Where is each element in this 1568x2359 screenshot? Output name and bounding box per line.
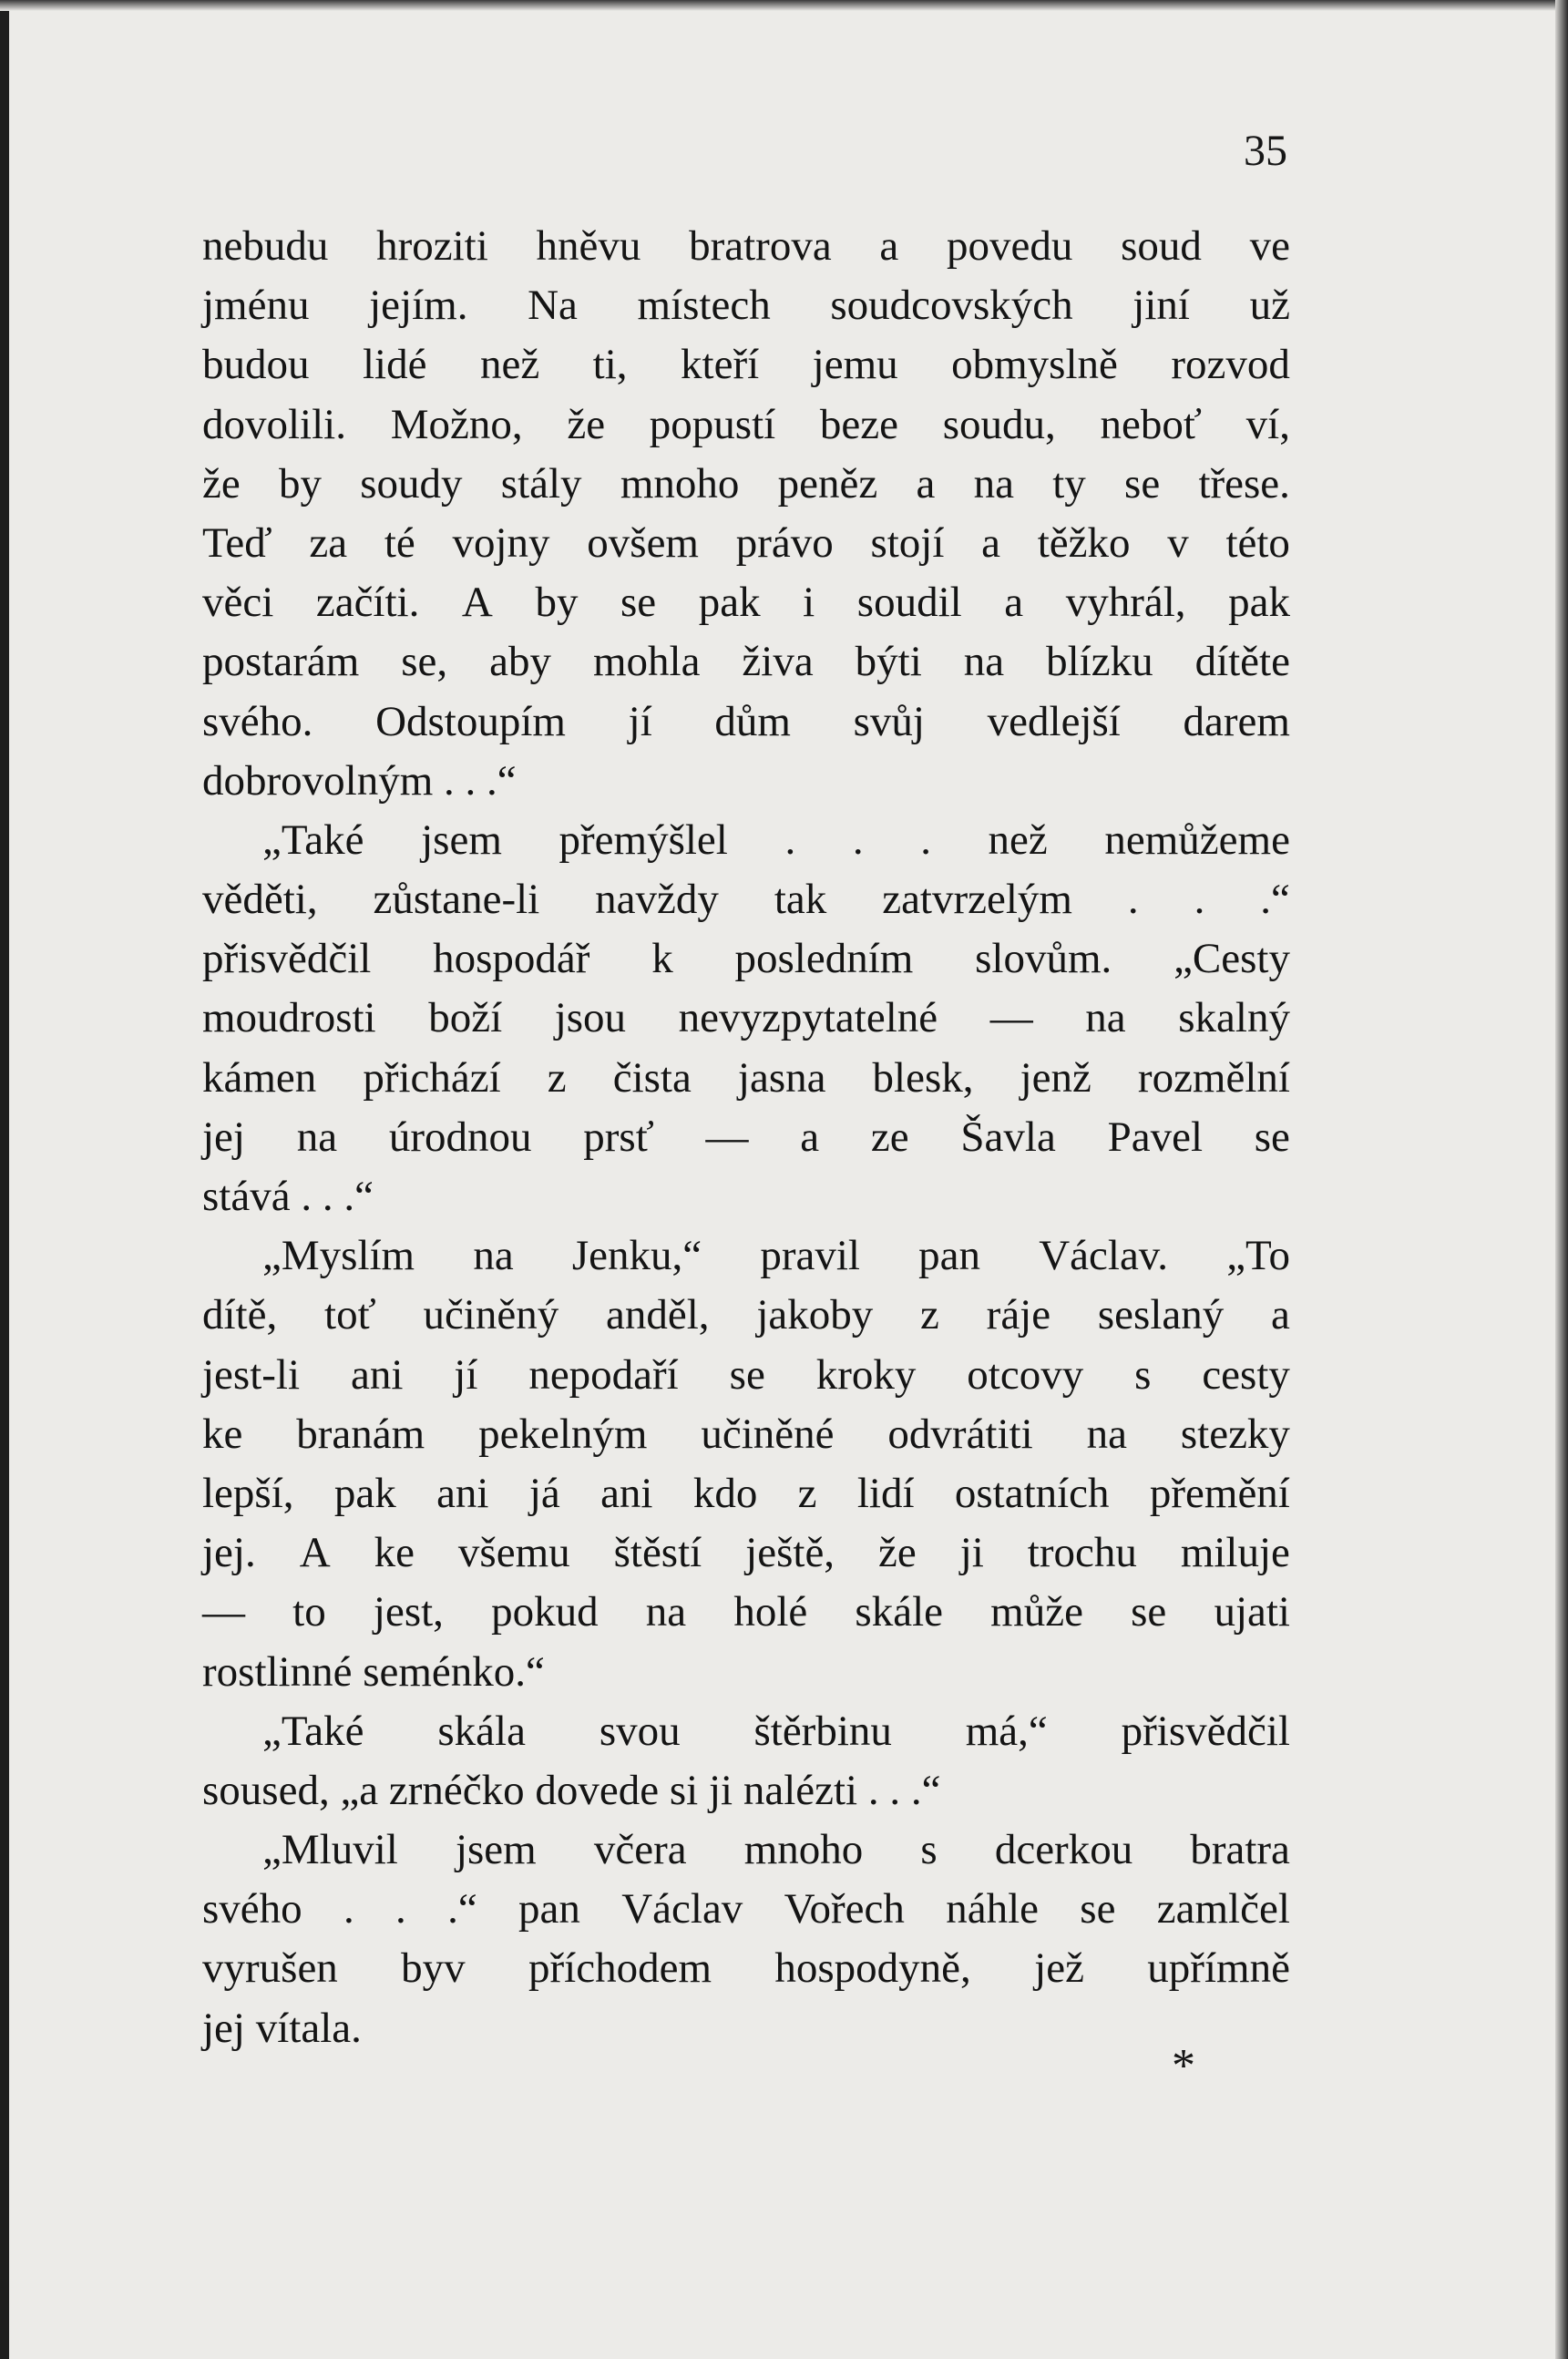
word: přichází (363, 1053, 501, 1102)
word: bratra (1190, 1826, 1290, 1874)
word: se (1080, 1885, 1116, 1933)
text-line: soused, „a zrnéčko dovede si ji nalézti . . .“ (202, 1766, 941, 1814)
text-line (202, 1939, 1290, 1998)
word: se (729, 1350, 765, 1399)
body-text (202, 217, 1290, 2058)
word: nepodaří (528, 1350, 679, 1399)
word: třese. (1198, 459, 1290, 508)
word: ani (436, 1469, 489, 1517)
word: z (920, 1291, 939, 1339)
word: a (800, 1113, 820, 1161)
word: hroziti (376, 222, 488, 270)
word: štěrbinu (753, 1707, 892, 1755)
word: s (1134, 1350, 1152, 1399)
word: to (292, 1588, 326, 1636)
word: darem (1183, 697, 1290, 745)
word: „Také (262, 1707, 364, 1755)
word: Na (528, 282, 578, 330)
word: zamlčel (1156, 1885, 1290, 1933)
text-line (202, 1346, 1290, 1405)
word: stály (500, 459, 582, 508)
word: beze (819, 400, 899, 448)
word: Jenku,“ (571, 1232, 702, 1280)
word: příchodem (528, 1944, 712, 1993)
word: ze (870, 1113, 909, 1161)
text-line (202, 811, 1290, 870)
text-line (202, 692, 1290, 752)
text-line (202, 632, 1290, 692)
word: skalný (1178, 994, 1290, 1042)
word: věděti, (202, 876, 318, 924)
text-line (202, 1405, 1290, 1464)
text-line (202, 217, 1290, 276)
word: navždy (595, 876, 719, 924)
word: čista (612, 1053, 692, 1102)
word: tak (774, 876, 827, 924)
word: slovům. (975, 935, 1112, 983)
word: a (916, 459, 936, 508)
text-line (202, 1049, 1290, 1108)
word: blízku (1046, 638, 1153, 686)
word: z (547, 1053, 567, 1102)
word: zatvrzelým (882, 876, 1072, 924)
text-line (202, 1583, 1290, 1642)
word: hospodyně, (774, 1944, 971, 1993)
word: — (202, 1588, 245, 1636)
word: já (528, 1469, 560, 1517)
word: . (343, 1885, 354, 1933)
text-line (202, 514, 1290, 573)
text-line (202, 1464, 1290, 1523)
word: svůj (853, 697, 925, 745)
word: se, (401, 638, 448, 686)
word: než (479, 341, 540, 389)
word: skále (855, 1588, 943, 1636)
text-line: stává . . .“ (202, 1173, 374, 1220)
word: mohla (592, 638, 701, 686)
word: na (296, 1113, 338, 1161)
word: trochu (1027, 1529, 1137, 1577)
word: miluje (1180, 1529, 1290, 1577)
word: na (1085, 994, 1126, 1042)
paragraph (202, 811, 1290, 1226)
word: rozvod (1171, 341, 1290, 389)
word: že (567, 400, 606, 448)
word: přemýšlel (559, 815, 728, 864)
word: těžko (1037, 518, 1131, 567)
word: Teď (202, 518, 272, 567)
word: přisvědčil (1121, 1707, 1290, 1755)
word: Vořech (784, 1885, 905, 1933)
word: pak (698, 579, 761, 627)
word: aby (489, 638, 551, 686)
word: A (299, 1529, 331, 1577)
word: ke (202, 1410, 243, 1458)
word: branám (296, 1410, 425, 1458)
word: odvrátiti (887, 1410, 1033, 1458)
paragraph (202, 217, 1290, 811)
text-line (202, 276, 1290, 335)
word: na (473, 1232, 514, 1280)
text-line: rostlinné seménko.“ (202, 1647, 545, 1696)
word: seslaný (1097, 1291, 1225, 1339)
word: . (920, 815, 931, 864)
word: se (620, 579, 657, 627)
word: „Cesty (1173, 935, 1290, 983)
word: jí (628, 697, 652, 745)
word: vedlejší (987, 697, 1121, 745)
word: začíti. (315, 579, 420, 627)
word: by (535, 579, 579, 627)
word: se (1131, 1588, 1167, 1636)
paragraph (202, 1702, 1290, 1821)
word: a (981, 518, 1001, 567)
word: ráje (986, 1291, 1051, 1339)
word: štěstí (613, 1529, 702, 1577)
word: dítě, (202, 1291, 278, 1339)
word: jejím. (369, 282, 468, 330)
word: Václav. (1039, 1232, 1168, 1280)
text-line (202, 870, 1290, 929)
word: v (1167, 518, 1189, 567)
word: svou (599, 1707, 681, 1755)
word: jménu (202, 282, 310, 330)
word: lidé (362, 341, 427, 389)
word: ty (1052, 459, 1086, 508)
word: soudil (856, 579, 962, 627)
word: jiní (1132, 282, 1190, 330)
word: budou (202, 341, 310, 389)
word: s (920, 1826, 938, 1874)
word: peněz (777, 459, 878, 508)
word: na (973, 459, 1014, 508)
text-line (202, 335, 1290, 395)
word: jej. (202, 1529, 256, 1577)
word: pan (918, 1232, 981, 1280)
word: . (1127, 876, 1139, 924)
word: včera (593, 1826, 687, 1874)
word: jakoby (756, 1291, 874, 1339)
word: posledním (734, 935, 914, 983)
word: soud (1121, 222, 1202, 270)
word: by (278, 459, 322, 508)
paragraph (202, 1226, 1290, 1702)
word: upřímně (1147, 1944, 1290, 1993)
word: jenž (1020, 1053, 1091, 1102)
word: jsou (554, 994, 627, 1042)
word: mnoho (743, 1826, 864, 1874)
word: „Mluvil (262, 1826, 398, 1874)
page-right-edge (1555, 0, 1568, 2359)
word: pokud (491, 1588, 599, 1636)
word: této (1225, 518, 1290, 567)
text-line (202, 989, 1290, 1048)
word: kámen (202, 1053, 317, 1102)
word: se (1254, 1113, 1290, 1161)
paragraph (202, 1821, 1290, 2058)
word: přemění (1149, 1469, 1290, 1517)
word: jest, (373, 1588, 444, 1636)
word: Odstoupím (375, 697, 566, 745)
word: zůstane-li (373, 876, 540, 924)
word: dítěte (1194, 638, 1290, 686)
word: ví, (1245, 400, 1290, 448)
word: ani (600, 1469, 653, 1517)
page-left-edge (0, 0, 9, 2359)
word: jej (202, 1113, 245, 1161)
word: úrodnou (388, 1113, 532, 1161)
word: kdo (692, 1469, 758, 1517)
word: pak (1228, 579, 1290, 627)
word: soudu, (942, 400, 1056, 448)
word: neboť (1100, 400, 1202, 448)
word: boží (428, 994, 503, 1042)
word: moudrosti (202, 994, 376, 1042)
word: i (803, 579, 815, 627)
word: stojí (870, 518, 945, 567)
word: obmyslně (951, 341, 1118, 389)
text-line (202, 395, 1290, 455)
word: povedu (947, 222, 1073, 270)
word: náhle (946, 1885, 1039, 1933)
word: toť (324, 1291, 376, 1339)
word: jemu (812, 341, 898, 389)
word: ovšem (587, 518, 699, 567)
word: pak (333, 1469, 396, 1517)
word: z (797, 1469, 817, 1517)
word: „Myslím (262, 1232, 415, 1280)
word: na (963, 638, 1005, 686)
word: pekelným (478, 1410, 648, 1458)
word: prsť (583, 1113, 654, 1161)
word: učiněné (701, 1410, 835, 1458)
word: lepší, (202, 1469, 294, 1517)
word: živa (742, 638, 814, 686)
word: holé (733, 1588, 808, 1636)
word: rozmělní (1137, 1053, 1290, 1102)
word: na (1086, 1410, 1127, 1458)
word: se (1124, 459, 1161, 508)
word: a (1271, 1291, 1290, 1339)
text-line (202, 1286, 1290, 1345)
word: pravil (760, 1232, 860, 1280)
word: cesty (1202, 1350, 1290, 1399)
word: .“ (1260, 876, 1290, 924)
page-number: 35 (1244, 127, 1287, 175)
word: jest-li (202, 1350, 301, 1399)
word: hněvu (536, 222, 641, 270)
word: že (202, 459, 241, 508)
word: může (990, 1588, 1083, 1636)
word: . (1194, 876, 1205, 924)
word: a (1004, 579, 1024, 627)
word: svého. (202, 697, 313, 745)
text-line: jej vítala. (202, 2004, 362, 2052)
word: ještě, (745, 1529, 835, 1577)
word: místech (637, 282, 771, 330)
word: bratrova (689, 222, 832, 270)
section-break-asterisk: * (1172, 2040, 1195, 2092)
word: blesk, (872, 1053, 974, 1102)
word: za (309, 518, 348, 567)
word: přisvědčil (202, 935, 372, 983)
word: otcovy (967, 1350, 1084, 1399)
word: Pavel (1107, 1113, 1203, 1161)
word: všemu (457, 1529, 570, 1577)
word: Václav (621, 1885, 743, 1933)
word: ji (959, 1529, 984, 1577)
word: vojny (452, 518, 550, 567)
word: . (784, 815, 796, 864)
word: „Také (262, 815, 364, 864)
word: svého (202, 1885, 302, 1933)
word: na (645, 1588, 687, 1636)
word: skála (437, 1707, 526, 1755)
word: a (879, 222, 899, 270)
word: nemůžeme (1104, 815, 1290, 864)
word: byv (401, 1944, 466, 1993)
text-line (202, 929, 1290, 989)
word: Šavla (960, 1113, 1056, 1161)
word: dům (714, 697, 791, 745)
word: kteří (681, 341, 760, 389)
word: učiněný (423, 1291, 559, 1339)
word: že (878, 1529, 917, 1577)
word: ve (1249, 222, 1290, 270)
word: ostatních (954, 1469, 1110, 1517)
word: věci (202, 579, 274, 627)
word: soudy (360, 459, 463, 508)
word: právo (735, 518, 834, 567)
word: . (852, 815, 864, 864)
word: — (989, 994, 1033, 1042)
word: ani (350, 1350, 404, 1399)
word: kroky (815, 1350, 917, 1399)
word: stezky (1180, 1410, 1290, 1458)
text-line: dobrovolným . . .“ (202, 756, 517, 805)
text-line (202, 455, 1290, 514)
word: té (384, 518, 415, 567)
word: už (1249, 282, 1290, 330)
word: jsem (421, 815, 502, 864)
text-line (202, 1226, 1290, 1286)
word: jsem (455, 1826, 537, 1874)
word: . (395, 1885, 406, 1933)
word: býti (855, 638, 922, 686)
word: pan (518, 1885, 580, 1933)
word: nevyzpytatelné (678, 994, 938, 1042)
word: dovolili. (202, 400, 346, 448)
word: anděl, (606, 1291, 710, 1339)
word: postarám (202, 638, 360, 686)
word: k (651, 935, 673, 983)
word: jasna (737, 1053, 826, 1102)
word: vyhrál, (1065, 579, 1186, 627)
word: jí (454, 1350, 478, 1399)
word: — (705, 1113, 749, 1161)
word: .“ (447, 1885, 477, 1933)
word: mnoho (620, 459, 740, 508)
word: A (461, 579, 493, 627)
text-line (202, 573, 1290, 632)
word: ti, (592, 341, 628, 389)
word: dcerkou (994, 1826, 1133, 1874)
word: hospodář (433, 935, 590, 983)
word: lidí (856, 1469, 915, 1517)
word: nebudu (202, 222, 329, 270)
word: „To (1226, 1232, 1290, 1280)
text-line (202, 1523, 1290, 1583)
text-line (202, 1702, 1290, 1761)
word: než (988, 815, 1048, 864)
text-line (202, 1821, 1290, 1880)
word: soudcovských (830, 282, 1073, 330)
word: jež (1034, 1944, 1084, 1993)
word: ke (374, 1529, 415, 1577)
word: popustí (649, 400, 776, 448)
page-top-edge (0, 0, 1568, 11)
word: ujati (1214, 1588, 1290, 1636)
word: má,“ (965, 1707, 1048, 1755)
text-line (202, 1108, 1290, 1167)
word: vyrušen (202, 1944, 338, 1993)
word: Možno, (390, 400, 523, 448)
text-line (202, 1880, 1290, 1939)
